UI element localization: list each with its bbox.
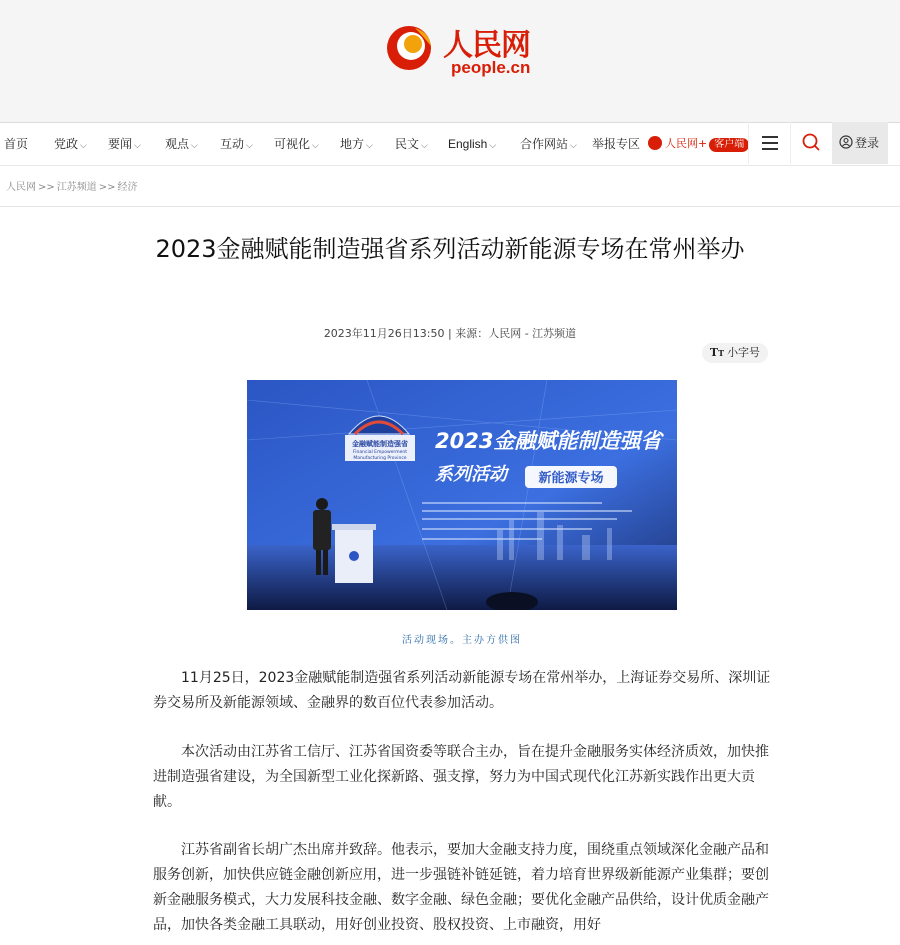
event-stage-image (247, 380, 677, 610)
user-icon (839, 135, 853, 149)
banner-tag: 新能源专场 (538, 471, 604, 486)
chevron-down-icon: ⌵ (421, 140, 428, 150)
breadcrumb (6, 178, 138, 193)
breadcrumb-item-home[interactable]: 人民网 (6, 182, 36, 193)
podium (332, 524, 376, 583)
chevron-down-icon: ⌵ (366, 140, 373, 150)
header-divider (0, 206, 900, 207)
logo-text-en: people.cn (451, 58, 531, 77)
breadcrumb-separator: >> (98, 182, 116, 193)
photo-caption: 活动现场。主办方供图 (402, 635, 522, 646)
chevron-down-icon: ⌵ (80, 140, 87, 150)
app-client-badge: 客户端 (709, 138, 749, 152)
breadcrumb-separator: >> (38, 182, 55, 193)
nav-item-8[interactable] (448, 123, 496, 165)
login-button[interactable] (832, 122, 888, 164)
badge-text-en2: Manufacturing Province (353, 456, 407, 461)
chevron-down-icon: ⌵ (134, 140, 141, 150)
search-icon (791, 122, 833, 164)
nav-item-label: 举报专区 (592, 137, 641, 151)
chevron-down-icon: ⌵ (191, 140, 198, 150)
source-label: 来源： (455, 327, 489, 340)
article-date: 2023年11月26日13:50 (323, 327, 445, 340)
nav-item-label: 党政 (54, 137, 79, 151)
chevron-down-icon: ⌵ (570, 140, 577, 150)
search-button[interactable] (790, 122, 833, 164)
article-paragraph-3: 江苏省副省长胡广杰出席并致辞。他表示，要加大金融支持力度，围绕重点领域深化金融产品和服务创新，加快供应链金融创新应用，进一步强链补链延链，着力培育世界级新能源产业集群；要创新金融服务模式，大力发展科技金融、数字金融、绿色金融；要优化金融产品供给，设计优质金融产品，加快各类金融工具联动，用好创业投资、股权投资、上市融资，用好 (153, 842, 769, 933)
nav-item-label: 互动 (220, 137, 245, 151)
nav-item-label: 首页 (4, 137, 29, 151)
nav-item-label: 地方 (340, 137, 365, 151)
logo-text-cn: 人民网 (443, 28, 530, 63)
menu-icon (762, 136, 778, 138)
nav-item-3[interactable] (165, 123, 198, 165)
menu-button[interactable] (748, 122, 791, 164)
banner-title-line2: 系列活动 (435, 464, 507, 485)
nav-item-1[interactable] (54, 123, 87, 165)
login-label: 登录 (855, 136, 880, 150)
people-logo-icon (385, 22, 435, 72)
nav-item-6[interactable] (340, 123, 373, 165)
nav-item-10[interactable] (592, 123, 640, 165)
nav-item-label: 合作网站 (520, 137, 569, 151)
badge-text-en1: Financial Empowerment (353, 450, 407, 455)
nav-item-7[interactable] (395, 123, 428, 165)
article-paragraph-2: 本次活动由江苏省工信厅、江苏省国资委等联合主办，旨在提升金融服务实体经济质效，加快推进制造强省建设，为全国新型工业化探新路、强支撑，努力为中国式现代化江苏新实践作出更大贡献。 (153, 744, 769, 810)
nav-item-0[interactable] (4, 123, 28, 165)
app-label: 人民网+ (665, 137, 708, 150)
chevron-down-icon: ⌵ (312, 140, 319, 150)
nav-item-label: 民文 (395, 137, 420, 151)
nav-item-label: English (448, 137, 488, 151)
article-photo (247, 380, 677, 610)
chevron-down-icon: ⌵ (489, 140, 497, 150)
nav-item-label: 观点 (165, 137, 190, 151)
nav-item-label: 可视化 (274, 137, 311, 151)
article-source[interactable]: 人民网 - 江苏频道 (488, 327, 577, 340)
nav-item-9[interactable] (520, 123, 577, 165)
badge-text-cn: 金融赋能制造强省 (352, 440, 408, 448)
nav-item-2[interactable] (108, 123, 141, 165)
chevron-down-icon: ⌵ (246, 140, 253, 150)
font-size-toggle[interactable] (702, 343, 768, 363)
people-plus-app-link[interactable] (648, 135, 749, 153)
article-meta: 2023年11月26日13:50 | 来源：人民网 - 江苏频道 (323, 327, 577, 340)
people-logo[interactable] (383, 18, 543, 78)
people-plus-icon (648, 136, 662, 150)
banner-title-line1: 2023金融赋能制造强省 (435, 429, 662, 453)
breadcrumb-item-jiangsu[interactable]: 江苏频道 (56, 182, 97, 193)
article-title: 2023金融赋能制造强省系列活动新能源专场在常州举办 (155, 235, 745, 263)
nav-item-4[interactable] (220, 123, 253, 165)
article-paragraph-1: 11月25日，2023金融赋能制造强省系列活动新能源专场在常州举办，上海证券交易所、深圳证券交易所及新能源领域、金融界的数百位代表参加活动。 (153, 670, 771, 711)
breadcrumb-item-economy[interactable]: 经济 (117, 182, 138, 193)
font-size-label: 小字号 (727, 346, 761, 359)
nav-item-label: 要闻 (108, 137, 133, 151)
font-size-icon: TT (709, 346, 725, 359)
nav-item-5[interactable] (274, 123, 319, 165)
site-header (0, 0, 900, 122)
